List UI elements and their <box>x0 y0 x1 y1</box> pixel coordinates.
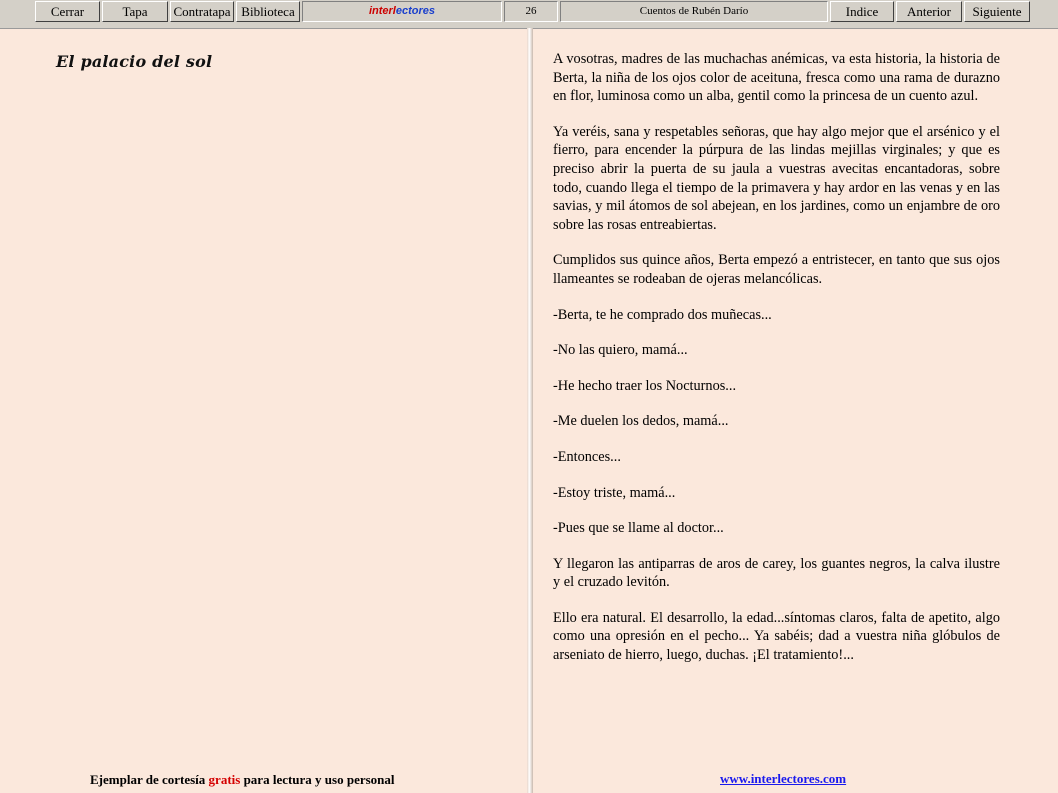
courtesy-text-before: Ejemplar de cortesía <box>90 772 209 787</box>
dialogue-line: -Pues que se llame al doctor... <box>553 520 724 537</box>
brand-logo-part2: ectores <box>395 5 436 17</box>
book-title: Cuentos de Rubén Darío <box>560 1 828 22</box>
courtesy-notice <box>90 772 395 788</box>
paragraph: Y llegaron las antiparras de aros de carey, los guantes negros, la calva ilustre y el cruzado levitón. <box>553 555 1000 591</box>
dialogue-line: -Estoy triste, mamá... <box>553 484 676 501</box>
back-cover-button[interactable]: Contratapa <box>170 1 234 22</box>
dialogue-line: -No las quiero, mamá... <box>553 342 688 359</box>
previous-page-button[interactable]: Anterior <box>896 1 962 22</box>
dialogue-line: -Entonces... <box>553 448 621 465</box>
chapter-title: El palacio del sol <box>56 52 213 71</box>
reader-toolbar <box>0 0 1058 29</box>
cover-button[interactable]: Tapa <box>102 1 168 22</box>
page-spine-divider <box>527 28 533 793</box>
dialogue-line: -Berta, te he comprado dos muñecas... <box>553 306 772 323</box>
dialogue-line: -Me duelen los dedos, mamá... <box>553 413 729 430</box>
paragraph: Cumplidos sus quince años, Berta empezó a entristecer, en tanto que sus ojos llameantes se rodeaban de ojeras melancólicas. <box>553 252 1000 287</box>
right-page-text <box>553 50 1000 682</box>
courtesy-highlight: gratis <box>208 772 241 787</box>
dialogue-line: -He hecho traer los Nocturnos... <box>553 377 737 394</box>
next-page-button[interactable]: Siguiente <box>964 1 1030 22</box>
website-link[interactable]: www.interlectores.com <box>720 771 847 786</box>
close-button[interactable]: Cerrar <box>35 1 100 22</box>
courtesy-text-after: para lectura y uso personal <box>240 772 395 787</box>
brand-logo <box>302 1 502 22</box>
brand-logo-part1: interl <box>368 5 396 17</box>
page-number: 26 <box>504 1 558 22</box>
index-button[interactable]: Indice <box>830 1 894 22</box>
paragraph: A vosotras, madres de las muchachas anémicas, va esta historia, la historia de Berta, la niña de los ojos color de aceituna, fresca como una rama de durazno en flor, luminosa como un alba, gentil como la princesa de un cuento azul. <box>553 51 1000 105</box>
library-button[interactable]: Biblioteca <box>236 1 300 22</box>
paragraph: Ello era natural. El desarrollo, la edad...síntomas claros, falta de apetito, algo como una opresión en el pecho... Ya sabéis; dad a vuestra niña glóbulos de arseniato de hierro, luego, duchas. ¡El tratamiento!... <box>553 609 1000 664</box>
paragraph: Ya veréis, sana y respetables señoras, que hay algo mejor que el arsénico y el fierro, para encender la púrpura de las lindas mejillas virginales; y que es preciso abrir la puerta de su jaula a vuestras avecitas encantadoras, sobre todo, cuando llega el tiempo de la primavera y hay ardor en las venas y en las savias, y mil átomos de sol abejean, en los jardines, como un enjambre de oro sobre las rosas entreabiertas. <box>553 123 1000 233</box>
